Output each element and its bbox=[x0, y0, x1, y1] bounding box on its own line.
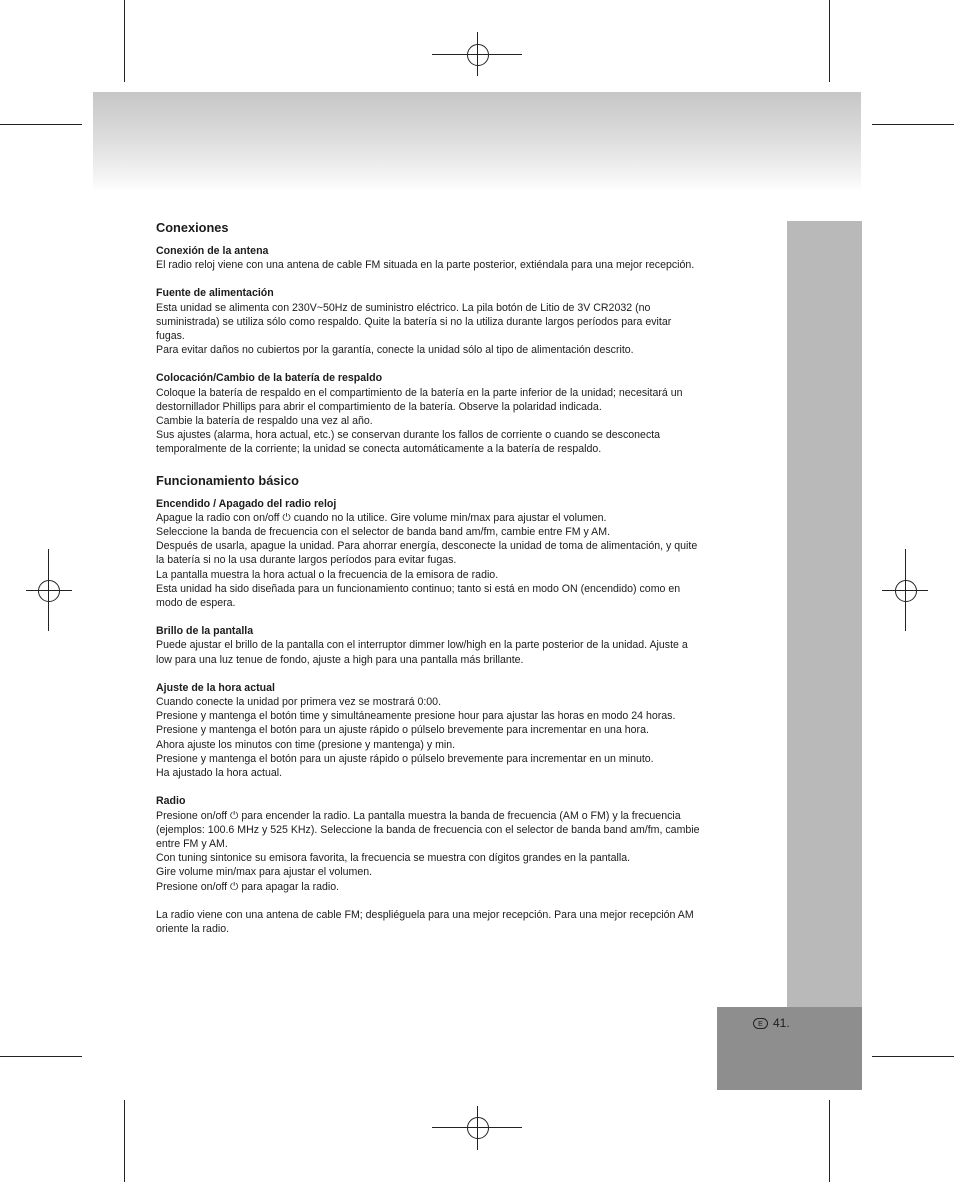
paragraph-line: Coloque la batería de respaldo en el compartimiento de la batería en la parte inferior de la unidad; necesitará un bbox=[156, 386, 683, 399]
paragraph-line: Presione y mantenga el botón para un ajuste rápido o púlselo brevemente para incrementar en un minuto. bbox=[156, 752, 654, 765]
paragraph-line: suministrada) se utiliza sólo como respaldo. Quite la batería si no la utiliza durante largos períodos para evitar bbox=[156, 315, 672, 328]
paragraph-line: Cambie la batería de respaldo una vez al año. bbox=[156, 415, 373, 428]
document-body bbox=[156, 220, 756, 936]
paragraph-line: El radio reloj viene con una antena de cable FM situada en la parte posterior, extiéndala para una mejor recepción. bbox=[156, 259, 695, 272]
paragraph-line: Esta unidad ha sido diseñada para un funcionamiento continuo; tanto si está en modo ON (encendido) como en bbox=[156, 582, 681, 595]
paragraph-line: Para evitar daños no cubiertos por la garantía, conecte la unidad sólo al tipo de alimentación descrito. bbox=[156, 344, 634, 357]
subsection-heading: Ajuste de la hora actual bbox=[156, 681, 275, 694]
registration-circle bbox=[467, 1117, 489, 1139]
registration-circle bbox=[38, 580, 60, 602]
paragraph-line: Con tuning sintonice su emisora favorita, la frecuencia se muestra con dígitos grandes en la pantalla. bbox=[156, 852, 631, 865]
paragraph-line: temporalmente de la corriente; la unidad se conecta automáticamente a la batería de respaldo. bbox=[156, 443, 602, 456]
subsection-heading: Conexión de la antena bbox=[156, 245, 269, 257]
paragraph-line: oriente la radio. bbox=[156, 923, 230, 936]
language-badge: E bbox=[753, 1018, 768, 1029]
paragraph-line: Esta unidad se alimenta con 230V~50Hz de suministro eléctrico. La pila botón de Litio de 3V CR2032 (no bbox=[156, 301, 651, 314]
crop-mark bbox=[872, 124, 954, 125]
section-title: Conexiones bbox=[156, 220, 229, 235]
paragraph-line: Ahora ajuste los minutos con time (presione y mantenga) y min. bbox=[156, 738, 456, 751]
subsection-heading: Radio bbox=[156, 795, 186, 808]
paragraph-line: Presione on/off ⏻ para encender la radio. La pantalla muestra la banda de frecuencia (AM o FM) y la frecuencia bbox=[156, 809, 681, 822]
paragraph-line: Apague la radio con on/off ⏻ cuando no la utilice. Gire volume min/max para ajustar el volumen. bbox=[156, 511, 607, 524]
subsection-heading: Brillo de la pantalla bbox=[156, 625, 254, 638]
section-title: Funcionamiento básico bbox=[156, 472, 299, 488]
subsection-heading: Colocación/Cambio de la batería de respaldo bbox=[156, 372, 383, 385]
paragraph-line: low para una luz tenue de fondo, ajuste a high para una pantalla más brillante. bbox=[156, 653, 524, 666]
crop-mark bbox=[124, 0, 125, 82]
paragraph-line: Presione y mantenga el botón para un ajuste rápido o púlselo brevemente para incrementar en una hora. bbox=[156, 724, 649, 737]
paragraph-line: Seleccione la banda de frecuencia con el selector de banda band am/fm, cambie entre FM y AM. bbox=[156, 526, 611, 539]
paragraph-line: La pantalla muestra la hora actual o la frecuencia de la emisora de radio. bbox=[156, 568, 499, 581]
paragraph-line: modo de espera. bbox=[156, 597, 236, 610]
paragraph-line: Después de usarla, apague la unidad. Para ahorrar energía, desconecte la unidad de toma de alimentación, y quite bbox=[156, 540, 698, 553]
paragraph-line: Cuando conecte la unidad por primera vez se mostrará 0:00. bbox=[156, 696, 442, 709]
crop-mark bbox=[829, 0, 830, 82]
registration-circle bbox=[467, 44, 489, 66]
paragraph-line: la batería si no la usa durante largos períodos para evitar fugas. bbox=[156, 554, 457, 567]
crop-mark bbox=[0, 124, 82, 125]
paragraph-line: Presione on/off ⏻ para apagar la radio. bbox=[156, 880, 340, 893]
crop-mark bbox=[124, 1100, 125, 1182]
subsection-heading: Fuente de alimentación bbox=[156, 287, 274, 300]
paragraph-line: Ha ajustado la hora actual. bbox=[156, 767, 283, 780]
crop-mark bbox=[872, 1056, 954, 1057]
crop-mark bbox=[829, 1100, 830, 1182]
side-strip bbox=[787, 221, 862, 1007]
paragraph-line: fugas. bbox=[156, 330, 185, 343]
page-number: 41. bbox=[773, 1016, 790, 1030]
paragraph-line: Sus ajustes (alarma, hora actual, etc.) se conservan durante los fallos de corriente o cuando se desconecta bbox=[156, 429, 661, 442]
crop-mark bbox=[0, 1056, 82, 1057]
paragraph-line: entre FM y AM. bbox=[156, 837, 228, 850]
registration-circle bbox=[895, 580, 917, 602]
paragraph-line: (ejemplos: 100.6 MHz y 525 KHz). Seleccione la banda de frecuencia con el selector de banda band am/fm, cambie bbox=[156, 823, 700, 836]
subsection-heading: Encendido / Apagado del radio reloj bbox=[156, 497, 337, 510]
header-band bbox=[93, 92, 861, 192]
paragraph-line: Gire volume min/max para ajustar el volumen. bbox=[156, 866, 373, 879]
page-footer bbox=[753, 1016, 790, 1030]
paragraph-line: destornillador Phillips para abrir el compartimiento de la batería. Observe la polaridad indicada. bbox=[156, 400, 602, 413]
paragraph-line: Presione y mantenga el botón time y simultáneamente presione hour para ajustar las horas en modo 24 horas. bbox=[156, 710, 676, 723]
paragraph-line: La radio viene con una antena de cable FM; despliéguela para una mejor recepción. Para una mejor recepción AM bbox=[156, 908, 694, 921]
paragraph-line: Puede ajustar el brillo de la pantalla con el interruptor dimmer low/high en la parte posterior de la unidad. Ajuste a bbox=[156, 639, 688, 652]
